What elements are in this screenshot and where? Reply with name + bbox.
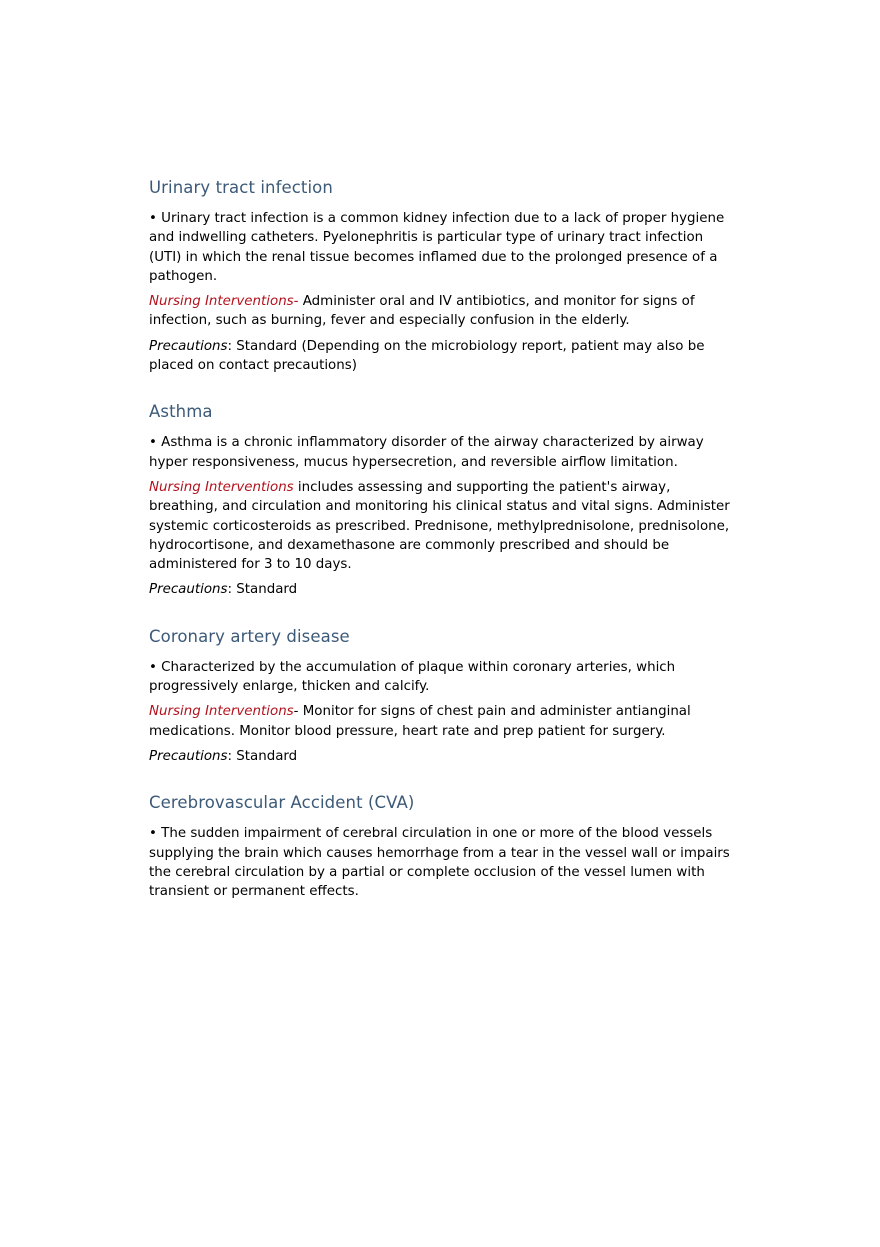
- section-heading: Coronary artery disease: [149, 626, 350, 646]
- nursing-interventions-text: - Monitor for signs of chest pain and administer antianginal medications. Monitor blood pressure, heart rate and prep patient for surgery.: [149, 704, 691, 739]
- nursing-interventions-paragraph: [149, 478, 739, 574]
- nursing-interventions-label: Nursing Interventions-: [149, 294, 299, 310]
- precautions-label: Precautions: [149, 748, 228, 764]
- section-description: • Characterized by the accumulation of plaque within coronary arteries, which progressively enlarge, thicken and calcify.: [149, 659, 676, 695]
- section-description: • Urinary tract infection is a common kidney infection due to a lack of proper hygiene and indwelling catheters. Pyelonephritis is particular type of urinary tract infection (UTI) in which the renal tissue becomes inflamed due to the prolonged presence of a pathogen.: [149, 211, 725, 284]
- section-heading: Urinary tract infection: [149, 178, 333, 197]
- section-description: • Asthma is a chronic inflammatory disorder of the airway characterized by airway hyper responsiveness, mucus hypersecretion, and reversible airflow limitation.: [149, 435, 704, 470]
- section-cerebrovascular-accident: [149, 791, 739, 901]
- nursing-interventions-text: Administer oral and IV antibiotics, and monitor for signs of infection, such as burning, fever and especially confusion in the elderly.: [149, 294, 695, 329]
- precautions-text: : Standard: [227, 582, 298, 598]
- nursing-interventions-label: Nursing Interventions: [149, 479, 294, 495]
- precautions-paragraph: [149, 747, 739, 766]
- document-content: [149, 176, 739, 926]
- precautions-label: Precautions: [149, 582, 228, 598]
- precautions-paragraph: [149, 580, 739, 599]
- section-heading: Cerebrovascular Accident (CVA): [149, 793, 415, 813]
- precautions-text: : Standard (Depending on the microbiology report, patient may also be placed on contact precautions): [149, 338, 705, 374]
- section-asthma: [149, 400, 739, 599]
- section-heading: Asthma: [149, 402, 213, 422]
- section-coronary-artery-disease: [149, 625, 739, 766]
- nursing-interventions-paragraph: [149, 292, 739, 331]
- precautions-label: Precautions: [149, 338, 228, 354]
- section-description: • The sudden impairment of cerebral circulation in one or more of the blood vessels supplying the brain which causes hemorrhage from a tear in the vessel wall or impairs the cerebral circulation by a partial or complete occlusion of the vessel lumen with transient or permanent effects.: [149, 826, 730, 900]
- nursing-interventions-label: Nursing Interventions: [149, 704, 294, 720]
- nursing-interventions-text: includes assessing and supporting the patient's airway, breathing, and circulation and monitoring his clinical status and vital signs. Administer systemic corticosteroids as prescribed. Prednisone, methylprednisolone, prednisolone, hydrocortisone, and dexamethasone are commonly prescribed and should be administered for 3 to 10 days.: [149, 479, 730, 573]
- nursing-interventions-paragraph: [149, 702, 739, 741]
- precautions-text: : Standard: [227, 748, 298, 764]
- section-urinary-tract-infection: [149, 176, 739, 375]
- precautions-paragraph: [149, 337, 739, 376]
